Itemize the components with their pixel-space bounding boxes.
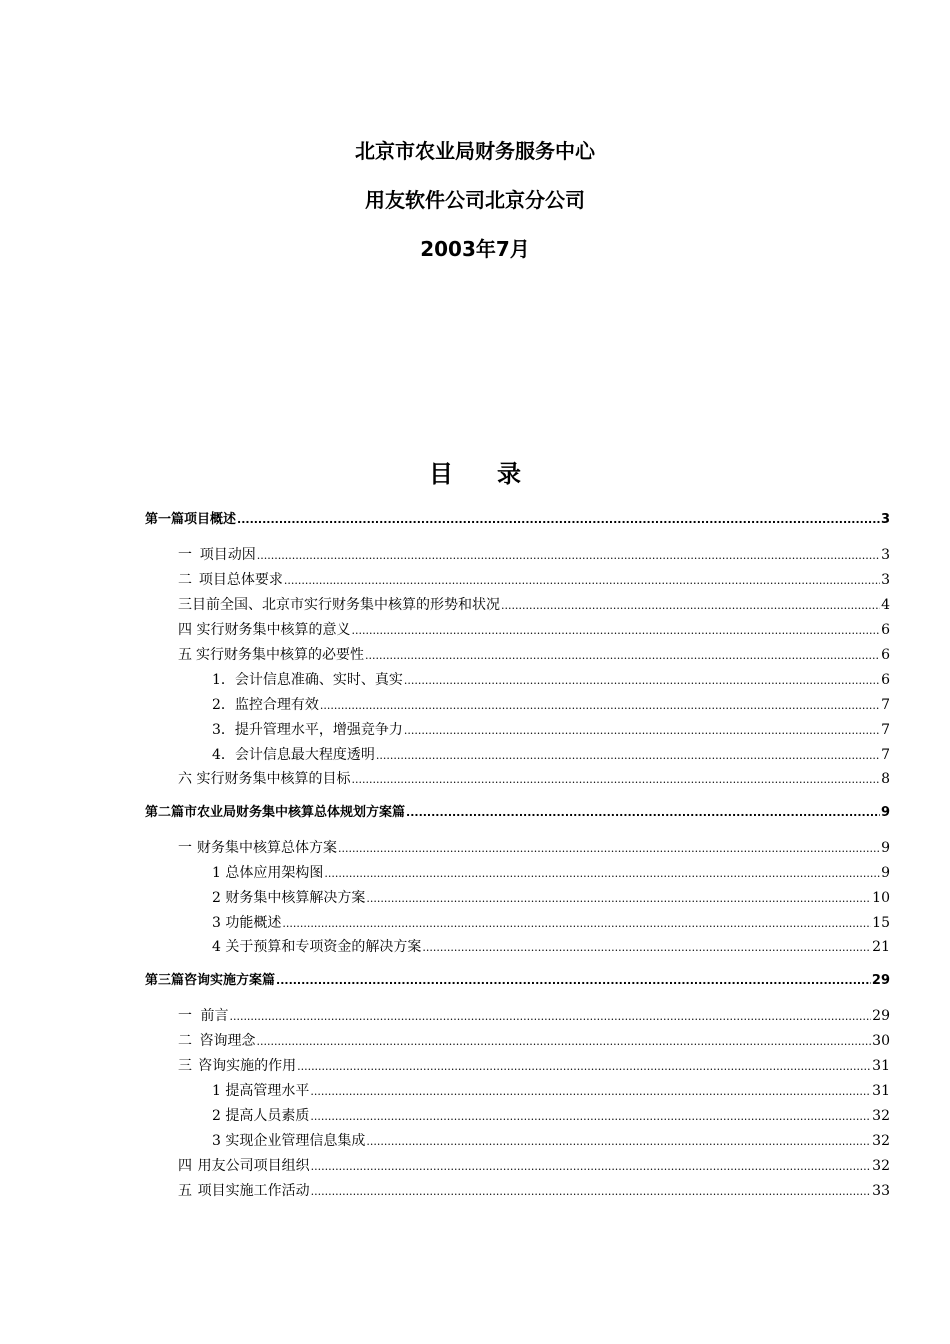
toc-entry-label: 项目总体要求: [198, 572, 283, 588]
toc-entry-number: 三: [178, 1058, 192, 1074]
toc-page-number: 6: [881, 647, 890, 663]
toc-page-number: 7: [881, 697, 890, 713]
toc-dot-leader: [282, 913, 871, 934]
toc-subsection-row[interactable]: [212, 937, 890, 958]
toc-entry-number: 五: [178, 1183, 192, 1199]
toc-entry-number: 一: [178, 840, 192, 856]
toc-page-number: 3: [880, 512, 890, 527]
toc-section-row[interactable]: [178, 1181, 890, 1202]
toc-subsection-row[interactable]: [212, 1131, 890, 1152]
toc-entry-label: 3．提升管理水平，增强竞争力: [212, 722, 403, 738]
toc-page-number: 32: [872, 1133, 890, 1149]
toc-page-number: 3: [881, 547, 890, 563]
toc-section-row[interactable]: [178, 838, 890, 859]
toc-entry-number: 第二篇: [145, 805, 185, 820]
toc-entry-number: 一: [178, 1008, 192, 1024]
toc-entry-label: 实行财务集中核算的意义: [196, 622, 351, 638]
toc-entry-number: 四: [178, 622, 192, 638]
toc-entry-label: 4．会计信息最大程度透明: [212, 747, 375, 763]
toc-entry-label: 咨询实施的作用: [198, 1058, 297, 1074]
toc-page-number: 6: [881, 622, 890, 638]
toc-entry-number: 四: [178, 1158, 192, 1174]
toc-section-row[interactable]: [178, 1006, 890, 1027]
toc-dot-leader: [229, 1006, 871, 1027]
toc-entry-label: 3 功能概述: [212, 915, 282, 931]
toc-dot-leader: [310, 1081, 871, 1102]
toc-dot-leader: [501, 595, 880, 616]
toc-dot-leader: [338, 838, 880, 859]
toc-entry-label: 1．会计信息准确、实时、真实: [212, 672, 403, 688]
toc-entry-label: 项目实施工作活动: [197, 1183, 310, 1199]
toc-dot-leader: [257, 545, 880, 566]
toc-dot-leader: [276, 971, 871, 991]
toc-dot-leader: [366, 888, 871, 909]
toc-entry-label: 用友公司项目组织: [197, 1158, 310, 1174]
toc-page-number: 6: [881, 672, 890, 688]
toc-entry-label: 项目概述: [184, 512, 237, 527]
toc-dot-leader: [310, 1106, 871, 1127]
toc-entry-label: 市农业局财务集中核算总体规划方案篇: [184, 805, 406, 820]
toc-section-row[interactable]: [178, 1031, 890, 1052]
toc-subsection-row[interactable]: [212, 913, 890, 934]
toc-page-number: 29: [872, 1008, 890, 1024]
toc-dot-leader: [366, 1131, 871, 1152]
toc-dot-leader: [284, 570, 880, 591]
toc-dot-leader: [311, 1156, 872, 1177]
toc-section-row[interactable]: [178, 570, 890, 591]
toc-entry-number: 第三篇: [145, 973, 185, 988]
toc-page-number: 33: [872, 1183, 890, 1199]
toc-subsection-row[interactable]: [212, 888, 890, 909]
toc-page-number: 7: [881, 747, 890, 763]
toc-entry-number: 六: [178, 771, 192, 787]
toc-dot-leader: [404, 720, 880, 741]
toc-section-row[interactable]: [178, 595, 890, 616]
toc-subsection-row[interactable]: [212, 670, 890, 691]
toc-entry-label: 咨询理念: [199, 1033, 256, 1049]
toc-page-number: 10: [872, 890, 890, 906]
toc-page-number: 8: [881, 771, 890, 787]
toc-dot-leader: [365, 645, 880, 666]
toc-entry-label: 1 提高管理水平: [212, 1083, 310, 1099]
toc-title-char-2: 录: [497, 460, 521, 488]
toc-page-number: 9: [881, 840, 890, 856]
toc-section-row[interactable]: [178, 645, 890, 666]
toc-subsection-row[interactable]: [212, 863, 890, 884]
toc-entry-label: 项目动因: [199, 547, 256, 563]
toc-entry-label: 目前全国、北京市实行财务集中核算的形势和状况: [192, 597, 500, 613]
toc-dot-leader: [311, 1181, 872, 1202]
toc-page-number: 32: [872, 1158, 890, 1174]
toc-entry-label: 2．监控合理有效: [212, 697, 319, 713]
toc-page-number: 29: [871, 973, 890, 988]
toc-entry-label: 2 提高人员素质: [212, 1108, 310, 1124]
toc-entry-number: 第一篇: [145, 512, 185, 527]
toc-dot-leader: [324, 863, 880, 884]
toc-entry-number: 一: [178, 547, 192, 563]
toc-page-number: 9: [880, 805, 890, 820]
toc-entry-label: 3 实现企业管理信息集成: [212, 1133, 366, 1149]
toc-page-number: 21: [872, 939, 890, 955]
toc-subsection-row[interactable]: [212, 745, 890, 766]
toc-entry-label: 财务集中核算总体方案: [196, 840, 337, 856]
toc-entry-label: 前言: [200, 1008, 229, 1024]
toc-part-row[interactable]: [145, 971, 890, 991]
cover-company: 用友软件公司北京分公司: [365, 188, 585, 212]
toc-entry-label: 2 财务集中核算解决方案: [212, 890, 366, 906]
toc-dot-leader: [351, 769, 880, 790]
toc-entry-label: 实行财务集中核算的必要性: [196, 647, 365, 663]
toc-dot-leader: [320, 695, 880, 716]
toc-dot-leader: [351, 620, 880, 641]
toc-page-number: 15: [872, 915, 890, 931]
toc-section-row[interactable]: [178, 1156, 890, 1177]
toc-page-number: 4: [881, 597, 890, 613]
toc-dot-leader: [422, 937, 871, 958]
toc-entry-label: 实行财务集中核算的目标: [196, 771, 351, 787]
toc-part-row[interactable]: [145, 510, 890, 530]
toc-page-number: 9: [881, 865, 890, 881]
cover-date: 2003年7月: [420, 237, 530, 261]
toc-page-number: 3: [881, 572, 890, 588]
toc-dot-leader: [406, 803, 880, 823]
toc-dot-leader: [376, 745, 880, 766]
toc-dot-leader: [404, 670, 880, 691]
toc-subsection-row[interactable]: [212, 720, 890, 741]
toc-dot-leader: [237, 510, 880, 530]
toc-entry-number: 五: [178, 647, 192, 663]
toc-subsection-row[interactable]: [212, 1081, 890, 1102]
toc-dot-leader: [297, 1056, 871, 1077]
toc-entry-label: 1 总体应用架构图: [212, 865, 324, 881]
toc-subsection-row[interactable]: [212, 1106, 890, 1127]
toc-page-number: 32: [872, 1108, 890, 1124]
toc-section-row[interactable]: [178, 769, 890, 790]
cover-organization: 北京市农业局财务服务中心: [355, 139, 595, 163]
toc-entry-number: 三: [178, 597, 192, 613]
toc-page-number: 30: [872, 1033, 890, 1049]
toc-entry-number: 二: [178, 572, 192, 588]
toc-page-number: 31: [872, 1058, 890, 1074]
toc-section-row[interactable]: [178, 620, 890, 641]
toc-section-row[interactable]: [178, 1056, 890, 1077]
toc-title: [0, 459, 950, 489]
toc-section-row[interactable]: [178, 545, 890, 566]
toc-page-number: 7: [881, 722, 890, 738]
toc-page-number: 31: [872, 1083, 890, 1099]
toc-entry-number: 二: [178, 1033, 192, 1049]
toc-entry-label: 咨询实施方案篇: [184, 973, 276, 988]
toc-title-char-1: 目: [429, 460, 453, 488]
toc-dot-leader: [257, 1031, 872, 1052]
toc-part-row[interactable]: [145, 803, 890, 823]
toc-subsection-row[interactable]: [212, 695, 890, 716]
toc-entry-label: 4 关于预算和专项资金的解决方案: [212, 939, 422, 955]
